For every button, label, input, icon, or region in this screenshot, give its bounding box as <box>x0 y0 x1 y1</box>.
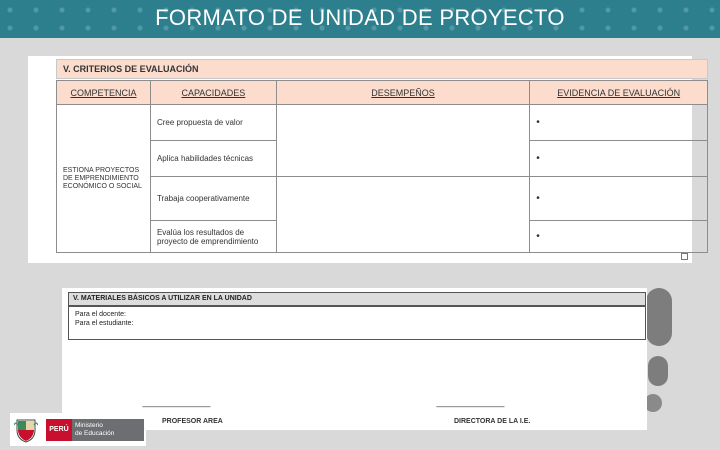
competencia-cell: ESTIONA PROYECTOS DE EMPRENDIMIENTO ECONÓMICO O SOCIAL <box>57 105 151 253</box>
header-band <box>0 0 720 38</box>
ministerio-line: Ministerio <box>75 422 103 429</box>
minedu-logo <box>10 413 146 446</box>
page-title: FORMATO DE UNIDAD DE PROYECTO <box>155 5 565 30</box>
table-row <box>57 177 708 221</box>
capacidad-cell: Aplica habilidades técnicas <box>150 141 276 177</box>
criterios-heading: V. CRITERIOS DE EVALUACIÓN <box>56 59 708 79</box>
evidencia-cell: • <box>530 177 708 221</box>
ministerio-badge <box>72 419 144 441</box>
peru-badge: PERÚ <box>46 419 72 441</box>
evidencia-cell: • <box>530 141 708 177</box>
signature-line: --------------------------------------------------- <box>436 404 504 411</box>
criterios-table <box>56 80 708 253</box>
column-header: CAPACIDADES <box>150 81 276 105</box>
column-header: COMPETENCIA <box>57 81 151 105</box>
profesor-label: PROFESOR AREA <box>162 418 223 425</box>
signature-line: --------------------------------------------------- <box>142 404 210 411</box>
capacidad-cell: Trabaja cooperativamente <box>150 177 276 221</box>
decorative-circle <box>648 356 668 386</box>
docente-label: Para el docente: <box>75 311 126 318</box>
materiales-body <box>68 306 646 340</box>
evidencia-cell: • <box>530 105 708 141</box>
desempenos-cell <box>276 105 529 177</box>
column-header: DESEMPEÑOS <box>276 81 529 105</box>
decorative-circle <box>646 288 672 346</box>
criterios-card <box>28 56 692 263</box>
coat-of-arms-icon <box>14 417 38 443</box>
table-row <box>57 105 708 141</box>
evidencia-cell: • <box>530 221 708 253</box>
capacidad-cell: Evalúa los resultados de proyecto de emprendimiento <box>150 221 276 253</box>
desempenos-cell <box>276 177 529 253</box>
estudiante-label: Para el estudiante: <box>75 320 134 327</box>
table-header-row <box>57 81 708 105</box>
capacidad-cell: Cree propuesta de valor <box>150 105 276 141</box>
column-header: EVIDENCIA DE EVALUACIÓN <box>530 81 708 105</box>
directora-label: DIRECTORA DE LA I.E. <box>454 418 531 425</box>
materiales-heading: V. MATERIALES BÁSICOS A UTILIZAR EN LA UNIDAD <box>68 292 646 306</box>
ministerio-line: de Educación <box>75 430 115 437</box>
checkbox-icon <box>681 253 688 260</box>
materiales-card <box>62 288 647 430</box>
